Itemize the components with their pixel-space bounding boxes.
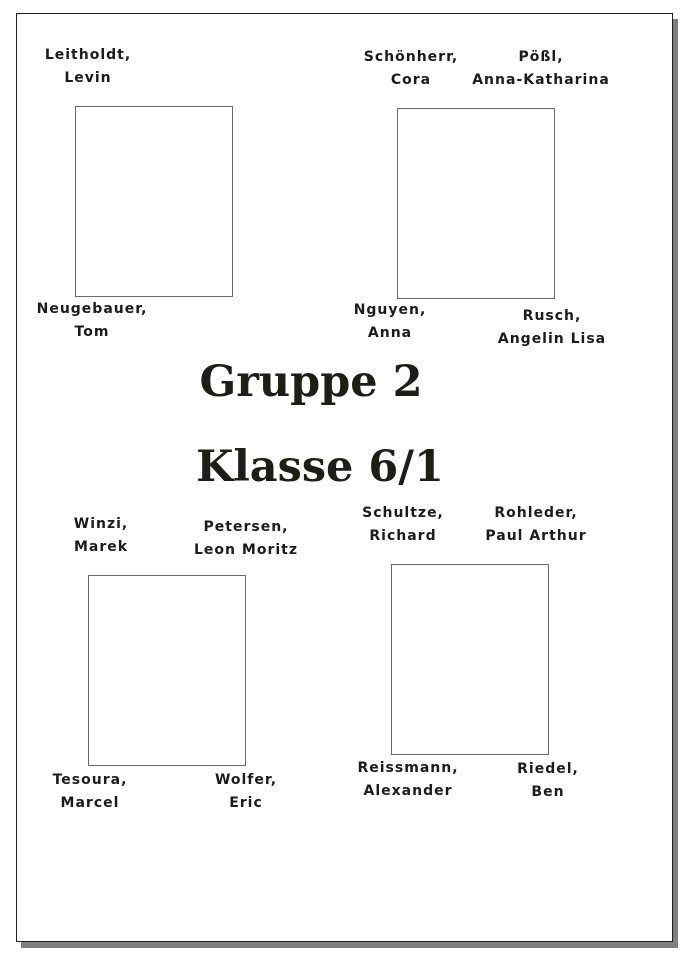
student-first-name: Leon Moritz [194, 542, 298, 558]
student-last-name: Leitholdt, [44, 47, 132, 63]
photo-frame [75, 106, 233, 297]
student-last-name: Tesoura, [52, 772, 128, 788]
student-first-name: Angelin Lisa [497, 331, 607, 347]
photo-frame [397, 108, 555, 299]
student-name-rusch [498, 305, 606, 351]
photo-frame [391, 564, 549, 755]
student-last-name: Schultze, [362, 505, 444, 521]
student-name-rohleder [485, 502, 586, 548]
student-name-schoenherr [364, 46, 458, 92]
student-last-name: Pößl, [518, 49, 564, 65]
student-last-name: Rusch, [522, 308, 582, 324]
student-first-name: Marcel [60, 795, 120, 811]
student-last-name: Neugebauer, [36, 301, 148, 317]
student-name-reissmann [357, 757, 458, 803]
student-last-name: Wolfer, [214, 772, 278, 788]
student-first-name: Cora [390, 72, 432, 88]
student-last-name: Nguyen, [353, 302, 427, 318]
student-last-name: Schönherr, [363, 49, 459, 65]
student-last-name: Rohleder, [494, 505, 578, 521]
student-first-name: Richard [369, 528, 437, 544]
student-first-name: Alexander [363, 783, 453, 799]
student-last-name: Riedel, [517, 761, 579, 777]
student-first-name: Ben [531, 784, 565, 800]
class-heading: Klasse 6/1 [196, 442, 444, 492]
student-name-winzi [74, 513, 128, 559]
student-first-name: Tom [74, 324, 110, 340]
student-name-poessl [472, 46, 610, 92]
student-first-name: Anna [367, 325, 413, 341]
student-name-wolfer [215, 769, 277, 815]
student-name-petersen [194, 516, 298, 562]
group-heading: Gruppe 2 [199, 357, 423, 407]
student-name-leitholdt [45, 44, 131, 90]
student-first-name: Paul Arthur [485, 528, 587, 544]
student-last-name: Petersen, [203, 519, 289, 535]
photo-frame [88, 575, 246, 766]
student-first-name: Eric [229, 795, 263, 811]
student-name-tesoura [53, 769, 128, 815]
student-first-name: Levin [64, 70, 112, 86]
student-first-name: Marek [73, 539, 129, 555]
student-name-riedel [517, 758, 579, 804]
student-name-schultze [362, 502, 444, 548]
student-last-name: Winzi, [73, 516, 129, 532]
student-last-name: Reissmann, [357, 760, 459, 776]
student-name-neugebauer [37, 298, 148, 344]
student-name-nguyen [354, 299, 427, 345]
student-first-name: Anna-Katharina [472, 72, 610, 88]
